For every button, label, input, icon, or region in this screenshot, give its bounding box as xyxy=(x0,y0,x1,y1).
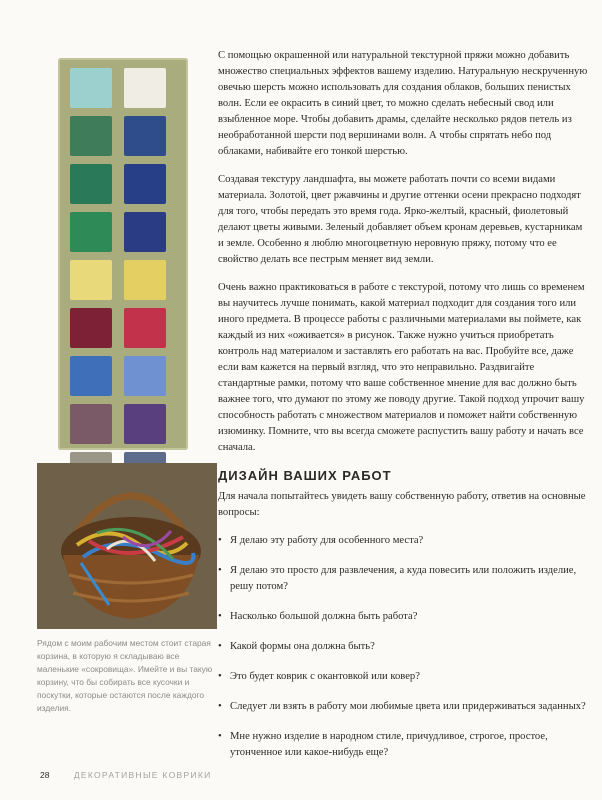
bullet-icon: • xyxy=(218,535,222,546)
question-text: Следует ли взять в работу мои любимые цвета или придерживаться заданных? xyxy=(230,701,586,712)
yarn-swatch xyxy=(70,356,112,396)
bullet-icon: • xyxy=(218,565,222,576)
question-text: Я делаю это просто для развлечения, а куда повесить или положить изделие, решу потом? xyxy=(230,565,577,592)
section-intro: Для начала попытайтесь увидеть вашу собственную работу, ответив на основные вопросы: xyxy=(218,491,586,518)
question-item xyxy=(218,609,588,625)
question-item xyxy=(218,533,588,549)
question-item xyxy=(218,563,588,595)
yarn-swatch xyxy=(124,68,166,108)
bullet-icon: • xyxy=(218,671,222,682)
basket-photo xyxy=(37,463,217,629)
body-paragraph-landscape: Создавая текстуру ландшафта, вы можете работать почти со всеми видами материала. Золотой, цвет ржавчины и другие оттенки осени прекрасно подходят для того, чтобы передать это время года. Ярко-желтый, красный, фиолетовый делают цветы живыми. Зеленый добавляет объем кронам деревьев, кустарникам и земле. Особенно я люблю многоцветную неровную пряжу, потому что ее свойство делать все пестрым меняет вид земли. xyxy=(218,174,583,265)
texture-sample-photo xyxy=(58,58,188,450)
question-text: Какой формы она должна быть? xyxy=(230,641,375,652)
page-number: 28 xyxy=(40,770,50,780)
yarn-swatch xyxy=(124,164,166,204)
question-text: Мне нужно изделие в народном стиле, причудливое, строгое, простое, утонченное или какое-нибудь еще? xyxy=(230,731,548,758)
question-item xyxy=(218,699,588,715)
yarn-swatch xyxy=(70,68,112,108)
bullet-icon: • xyxy=(218,701,222,712)
question-list xyxy=(218,533,588,761)
yarn-swatch xyxy=(70,404,112,444)
yarn-swatch xyxy=(70,212,112,252)
question-item xyxy=(218,669,588,685)
article-body xyxy=(218,48,588,775)
question-text: Насколько большой должна быть работа? xyxy=(230,611,418,622)
yarn-swatch xyxy=(124,404,166,444)
swatch-grid xyxy=(70,68,166,492)
question-text: Это будет коврик с окантовкой или ковер? xyxy=(230,671,420,682)
yarn-swatch xyxy=(70,260,112,300)
running-title: ДЕКОРАТИВНЫЕ КОВРИКИ xyxy=(73,770,212,780)
bullet-icon: • xyxy=(218,731,222,742)
photo-caption: Рядом с моим рабочим местом стоит старая корзина, в которую я складываю все маленькие «сокровища». Имейте и вы такую корзину, что бы собирать все кусочки и поскутки, которые остаются после каждого изделия. xyxy=(37,638,213,713)
question-text: Я делаю эту работу для особенного места? xyxy=(230,535,424,546)
yarn-swatch xyxy=(124,308,166,348)
yarn-swatch xyxy=(124,116,166,156)
page-footer xyxy=(40,770,212,780)
yarn-swatch xyxy=(70,308,112,348)
bullet-icon: • xyxy=(218,641,222,652)
question-item xyxy=(218,639,588,655)
question-item xyxy=(218,729,588,761)
yarn-swatch xyxy=(70,164,112,204)
yarn-swatch xyxy=(70,116,112,156)
yarn-swatch xyxy=(124,356,166,396)
section-heading: ДИЗАЙН ВАШИХ РАБОТ xyxy=(218,468,392,483)
bullet-icon: • xyxy=(218,611,222,622)
yarn-swatch xyxy=(124,212,166,252)
body-paragraph-texture-yarn: С помощью окрашенной или натуральной текстурной пряжи можно добавить множество специальных эффектов вашему изделию. Натуральную нескрученную овечью шерсть можно использовать для создания облаков, больших пенистых волн. Если ее окрасить в синий цвет, то можно сделать небесный свод или взыбленное море. Чтобы добавить драмы, сделайте несколько рядов петель из необработанной шерсти под вершинами волн. А чтобы спрятать небо под облаками, набивайте его тонкой шерстью. xyxy=(218,50,588,157)
yarn-swatch xyxy=(124,260,166,300)
body-paragraph-practice: Очень важно практиковаться в работе с текстурой, потому что лишь со временем вы научитесь лучше понимать, какой материал подходит для создания того или иного предмета. В процессе работы с различными материалами вы поймете, как каждый из них «оживается» в рисунок. Также нужно учиться приобретать контроль над материалом и заставлять его работать на вас. Пробуйте все, даже если вам кажется на первый взгляд, что это неправильно. Раздвигайте стандартные рамки, потому что ваше собственное мнение для вас должно быть важнее того, что думают по этому же поводу другие. Такой подход упрочит вашу способность работать с множеством материалов и поможет найти собственную изюминку. Помните, что вы всегда сможете распустить вашу работу и начать все сначала. xyxy=(218,282,585,453)
basket-illustration xyxy=(37,463,217,629)
